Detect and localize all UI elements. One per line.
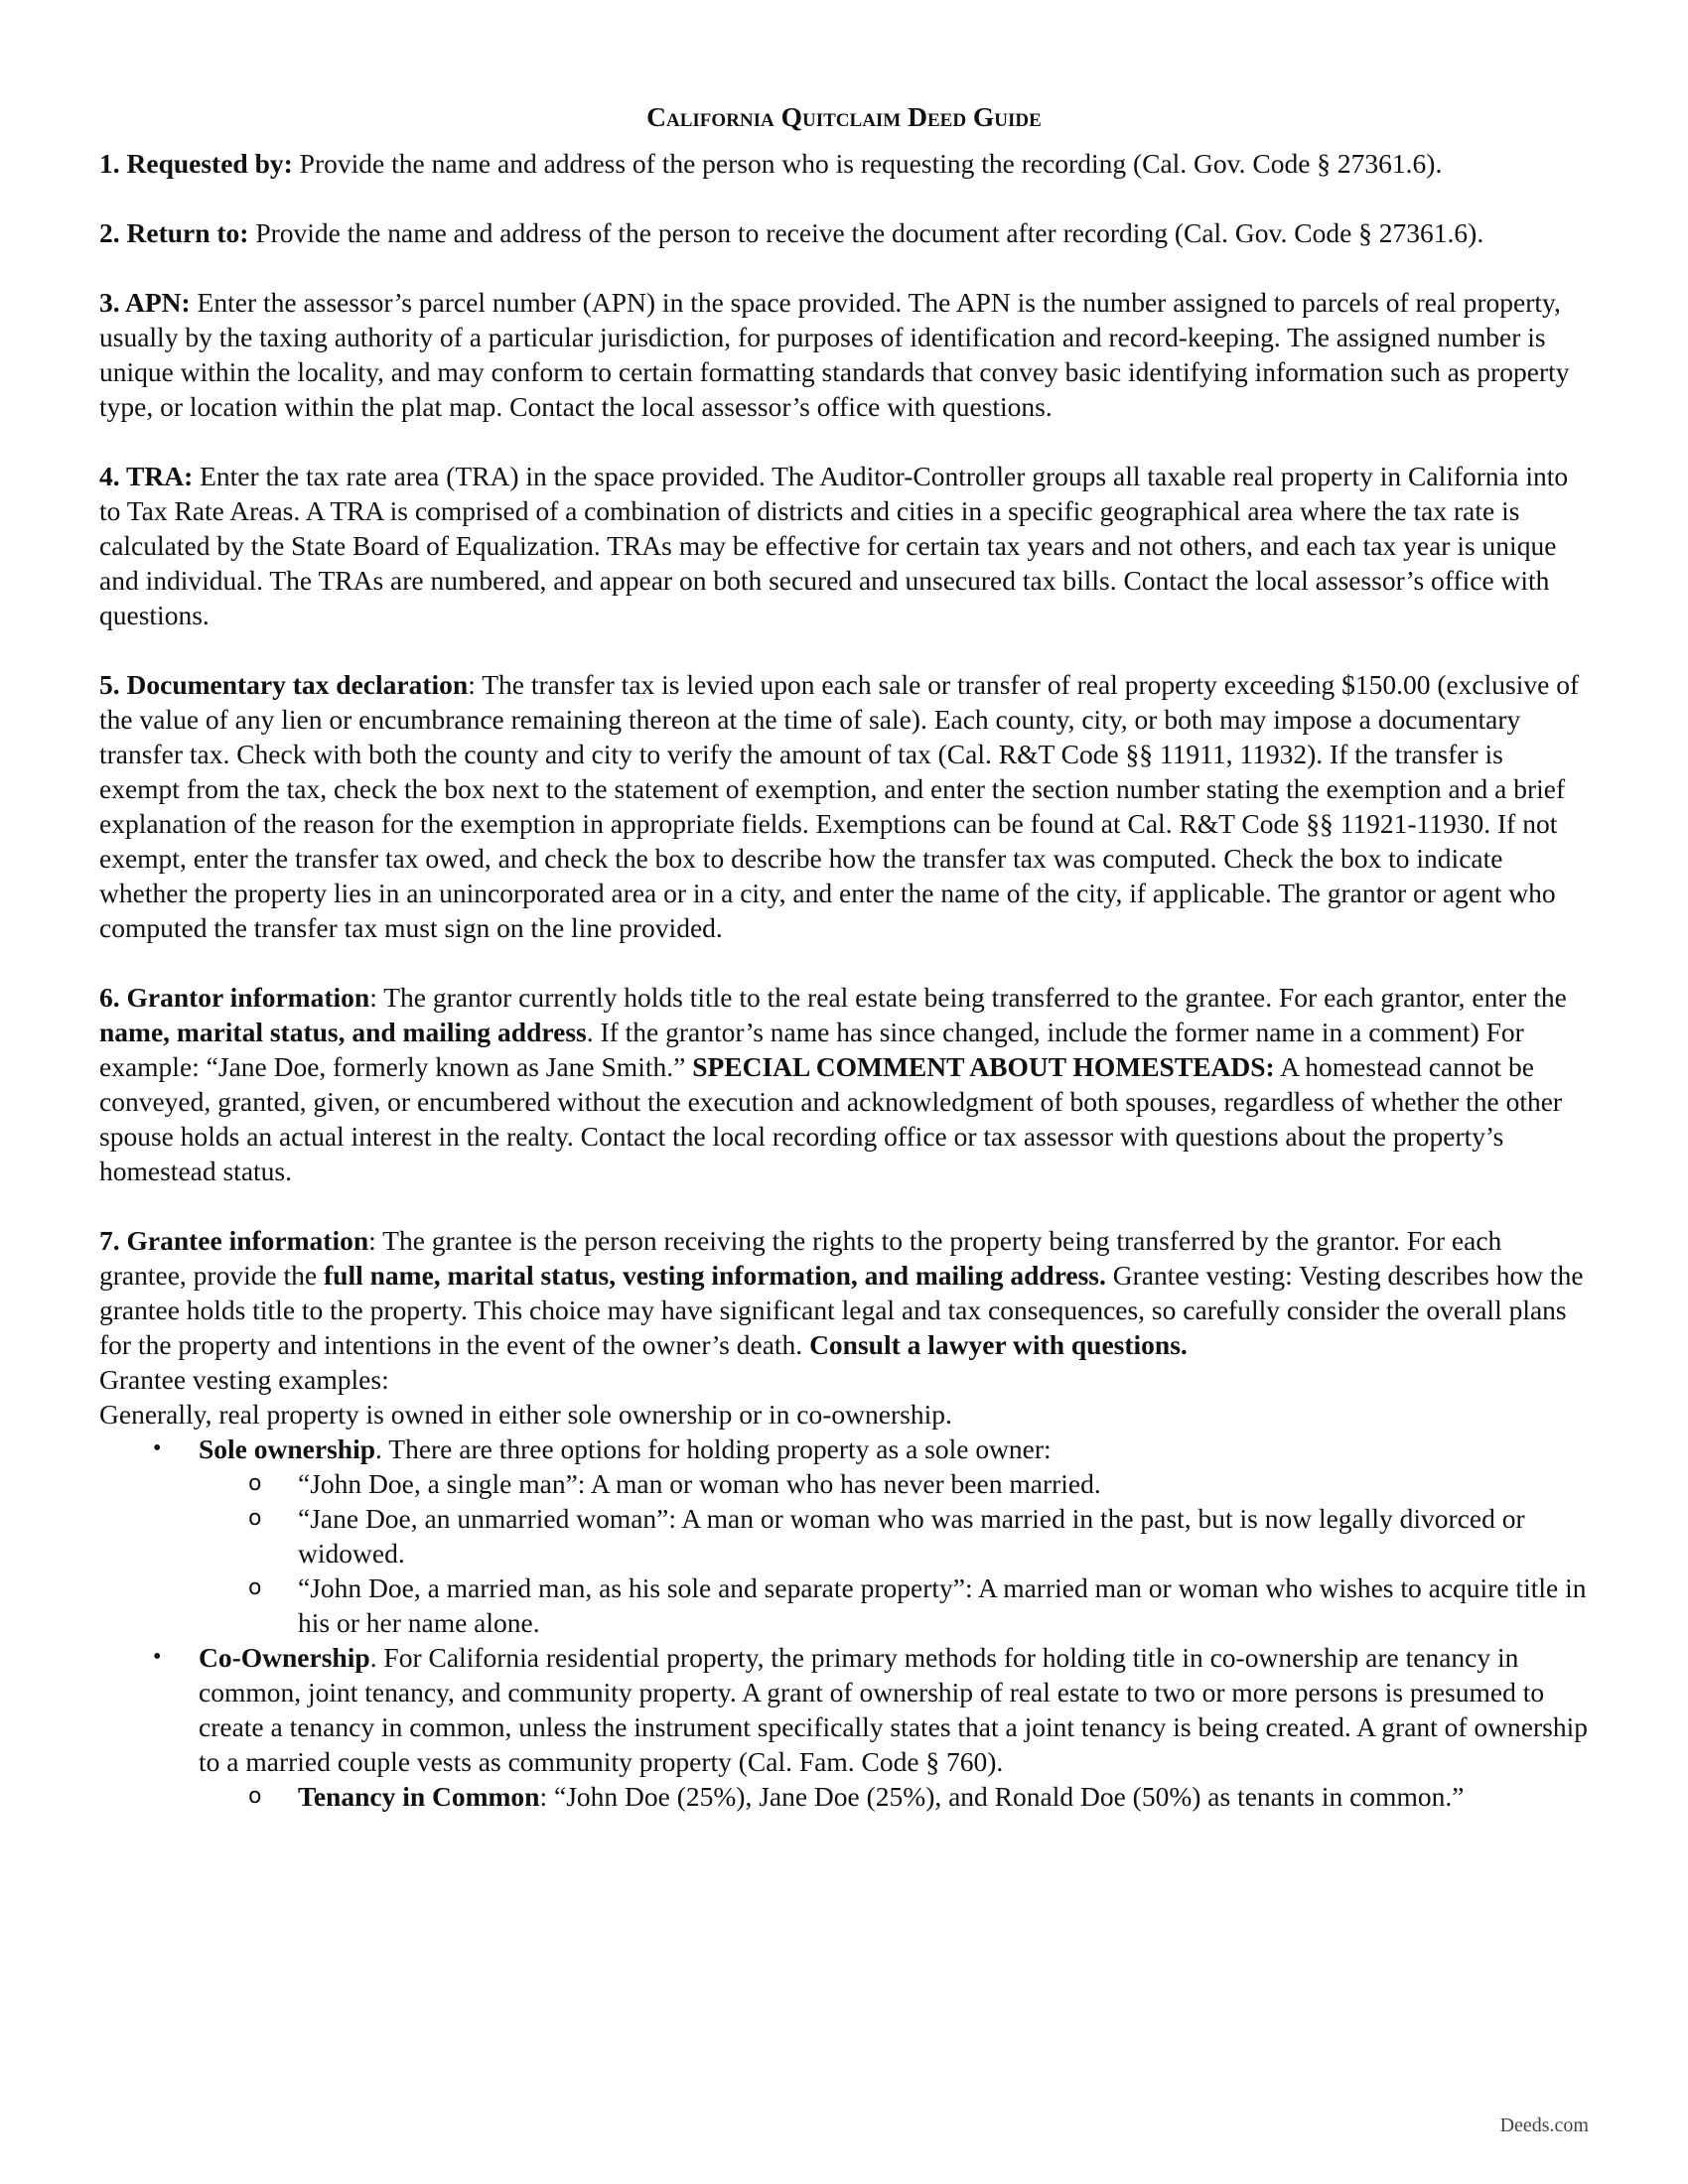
vesting-list bbox=[99, 1432, 1589, 1814]
list-item bbox=[248, 1570, 1589, 1640]
list-item-label: Co-Ownership bbox=[199, 1642, 370, 1673]
homestead-comment-label: SPECIAL COMMENT ABOUT HOMESTEADS: bbox=[692, 1051, 1275, 1082]
section-documentary-tax bbox=[99, 667, 1589, 945]
section-requested-by bbox=[99, 146, 1589, 181]
sub-bullet-icon: o bbox=[248, 1506, 262, 1531]
vesting-generally-text: Generally, real property is owned in either sole ownership or in co-ownership. bbox=[99, 1399, 952, 1430]
section-label: 5. Documentary tax declaration bbox=[99, 669, 469, 700]
list-item-text: . There are three options for holding property as a sole owner: bbox=[375, 1433, 1052, 1464]
co-ownership-options bbox=[199, 1779, 1589, 1814]
section-text: : The grantee is the person receiving the rights to the property being transferred by the grantor. For each grantee, provide the bbox=[99, 1225, 1502, 1291]
section-grantor-information bbox=[99, 980, 1589, 1188]
consult-lawyer-text: Consult a lawyer with questions. bbox=[809, 1329, 1188, 1360]
section-text: Provide the name and address of the person to receive the document after recording (Cal. Gov. Code § 27361.6). bbox=[248, 217, 1484, 248]
sub-bullet-icon: o bbox=[248, 1784, 262, 1809]
document-body bbox=[99, 99, 1589, 1814]
section-label: 7. Grantee information bbox=[99, 1225, 369, 1256]
list-item-sole-ownership bbox=[153, 1432, 1589, 1640]
section-return-to bbox=[99, 215, 1589, 250]
footer-brand: Deeds.com bbox=[1499, 2115, 1589, 2136]
bullet-icon: • bbox=[153, 1644, 162, 1670]
sub-bullet-icon: o bbox=[248, 1575, 262, 1600]
section-text: Provide the name and address of the person who is requesting the recording (Cal. Gov. Code § 27361.6). bbox=[292, 148, 1443, 179]
list-item-text: “John Doe, a married man, as his sole and separate property”: A married man or woman who wishes to acquire title in his or her name alone. bbox=[298, 1572, 1587, 1638]
bullet-icon: • bbox=[153, 1435, 162, 1461]
list-item-text: “Jane Doe, an unmarried woman”: A man or woman who was married in the past, but is now legally divorced or widowed. bbox=[298, 1503, 1525, 1569]
list-item bbox=[248, 1466, 1589, 1501]
section-grantee-information bbox=[99, 1223, 1589, 1362]
section-apn bbox=[99, 285, 1589, 424]
section-text: Grantee vesting: Vesting describes how the grantee holds title to the property. This choice may have significant legal and tax consequences, so carefully consider the overall plans for the property and intentions in the event of the owner’s death. bbox=[99, 1260, 1584, 1360]
section-label: 2. Return to: bbox=[99, 217, 249, 248]
sub-bullet-icon: o bbox=[248, 1471, 262, 1496]
section-text: Enter the assessor’s parcel number (APN) in the space provided. The APN is the number assigned to parcels of real property, usually by the taxing authority of a particular jurisdiction, for purposes of identification and record-keeping. The assigned number is unique within the locality, and may conform to certain formatting standards that convey basic identifying information such as property type, or location within the plat map. Contact the local assessor’s office with questions. bbox=[99, 287, 1570, 422]
list-item-co-ownership bbox=[153, 1640, 1589, 1814]
section-text: Enter the tax rate area (TRA) in the space provided. The Auditor-Controller groups all taxable real property in California into to Tax Rate Areas. A TRA is comprised of a combination of districts and cities in a specific geographical area where the tax rate is calculated by the State Board of Equalization. TRAs may be effective for certain tax years and not others, and each tax year is unique and individual. The TRAs are numbered, and appear on both secured and unsecured tax bills. Contact the local assessor’s office with questions. bbox=[99, 461, 1569, 630]
section-text: : The grantor currently holds title to the real estate being transferred to the grantee. For each grantor, enter the bbox=[369, 982, 1567, 1013]
section-label: 3. APN: bbox=[99, 287, 191, 318]
section-bold-text: full name, marital status, vesting information, and mailing address. bbox=[324, 1260, 1106, 1291]
list-item bbox=[248, 1501, 1589, 1570]
list-item-text: “John Doe, a single man”: A man or woman who has never been married. bbox=[298, 1468, 1101, 1499]
list-item-label: Tenancy in Common bbox=[298, 1781, 540, 1812]
list-item-label: Sole ownership bbox=[199, 1433, 376, 1464]
section-label: 4. TRA: bbox=[99, 461, 194, 491]
list-item bbox=[248, 1779, 1589, 1814]
section-label: 1. Requested by: bbox=[99, 148, 293, 179]
sole-ownership-options bbox=[199, 1466, 1589, 1640]
section-bold-text: name, marital status, and mailing address bbox=[99, 1017, 587, 1047]
list-item-text: : “John Doe (25%), Jane Doe (25%), and Ronald Doe (50%) as tenants in common.” bbox=[539, 1781, 1465, 1812]
section-text: . If the grantor’s name has since changed, include the former name in a comment) For example: “Jane Doe, formerly known as Jane Smith.” bbox=[99, 1017, 1524, 1082]
document-title: California Quitclaim Deed Guide bbox=[646, 101, 1042, 132]
section-tra bbox=[99, 459, 1589, 632]
vesting-examples-label: Grantee vesting examples: bbox=[99, 1364, 389, 1395]
section-text: : The transfer tax is levied upon each sale or transfer of real property exceeding $150.00 (exclusive of the value of any lien or encumbrance remaining thereon at the time of sale). Each county, city, or both may impose a documentary transfer tax. Check with both the county and city to verify the amount of tax (Cal. R&T Code §§ 11911, 11932). If the transfer is exempt from the tax, check the box next to the statement of exemption, and enter the section number stating the exemption and a brief explanation of the reason for the exemption in appropriate fields. Exemptions can be found at Cal. R&T Code §§ 11921-11930. If not exempt, enter the transfer tax owed, and check the box to describe how the transfer tax was computed. Check the box to indicate whether the property lies in an unincorporated area or in a city, and enter the name of the city, if applicable. The grantor or agent who computed the transfer tax must sign on the line provided. bbox=[99, 669, 1580, 943]
list-item-text: . For California residential property, the primary methods for holding title in co-ownership are tenancy in common, joint tenancy, and community property. A grant of ownership of real estate to two or more persons is presumed to create a tenancy in common, unless the instrument specifically states that a joint tenancy is being created. A grant of ownership to a married couple vests as community property (Cal. Fam. Code § 760). bbox=[199, 1642, 1589, 1777]
section-label: 6. Grantor information bbox=[99, 982, 370, 1013]
section-text: A homestead cannot be conveyed, granted, given, or encumbered without the execution and acknowledgment of both spouses, regardless of whether the other spouse holds an actual interest in the realty. Contact the local recording office or tax assessor with questions about the property’s homestead status. bbox=[99, 1051, 1563, 1186]
